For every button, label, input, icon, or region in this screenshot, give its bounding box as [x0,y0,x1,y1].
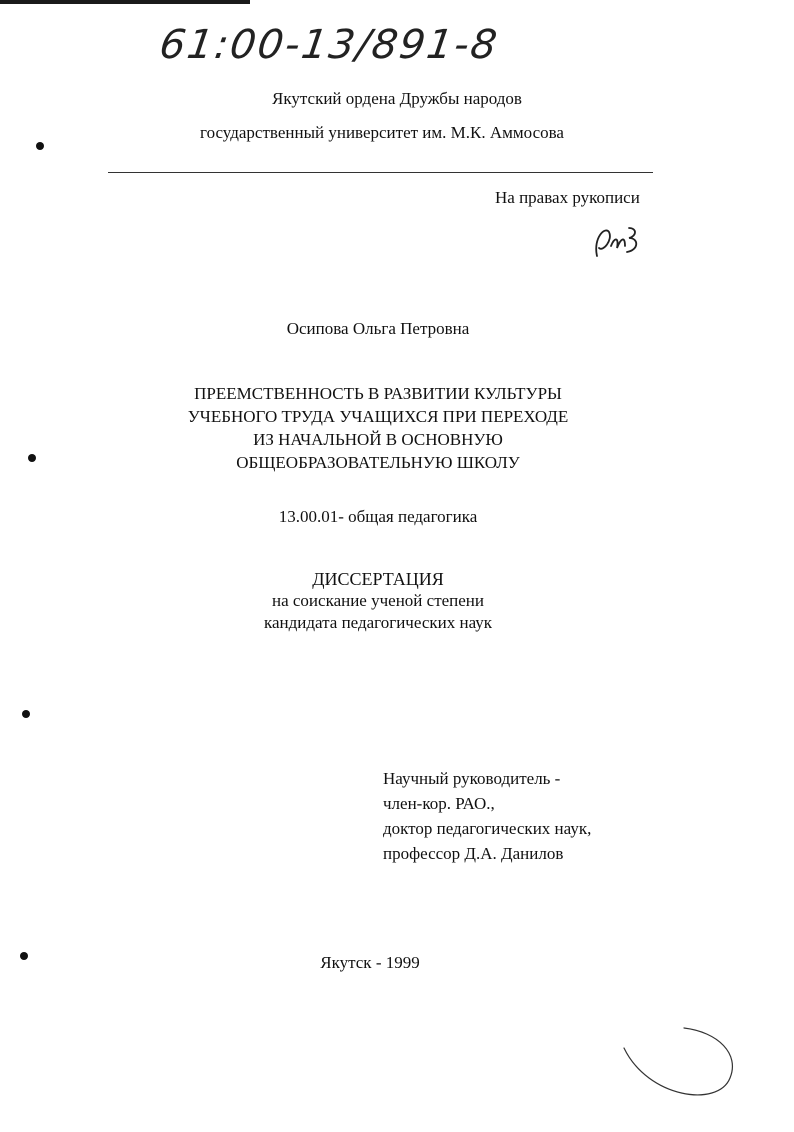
work-type-line-2: кандидата педагогических наук [263,613,493,632]
handwritten-archive-code: 61:00-13/891-8 [156,22,502,68]
title-line: ИЗ НАЧАЛЬНОЙ В ОСНОВНУЮ [253,430,503,449]
author-name: Осипова Ольга Петровна [286,319,470,338]
institution-line-2: государственный университет им. М.К. Аммосова [200,123,564,142]
dissertation-title [0,382,756,474]
pen-swirl-mark [618,1018,748,1108]
work-type-line-1: на соискание ученой степени [271,591,485,610]
title-line: УЧЕБНОГО ТРУДА УЧАЩИХСЯ ПРИ ПЕРЕХОДЕ [187,407,569,426]
punch-hole-dot [22,710,30,718]
supervisor-line: член-кор. РАО., [383,794,495,813]
punch-hole-dot [20,952,28,960]
title-line: ОБЩЕОБРАЗОВАТЕЛЬНУЮ ШКОЛУ [236,453,520,472]
work-type-heading: ДИССЕРТАЦИЯ [312,569,444,589]
scan-top-bar [0,0,250,4]
specialty-code: 13.00.01- общая педагогика [278,507,478,526]
institution-line-1: Якутский ордена Дружбы народов [272,89,522,108]
rights-note: На правах рукописи [495,188,640,207]
place-and-year: Якутск - 1999 [320,953,420,972]
header-divider [108,172,653,173]
punch-hole-dot [28,454,36,462]
punch-hole-dot [36,142,44,150]
supervisor-line: профессор Д.А. Данилов [383,844,564,863]
supervisor-line: Научный руководитель - [383,769,561,788]
title-line: ПРЕЕМСТВЕННОСТЬ В РАЗВИТИИ КУЛЬТУРЫ [194,384,562,403]
supervisor-line: доктор педагогических наук, [383,819,592,838]
supervisor-block [383,766,591,866]
handwritten-initials-signature [585,218,645,260]
